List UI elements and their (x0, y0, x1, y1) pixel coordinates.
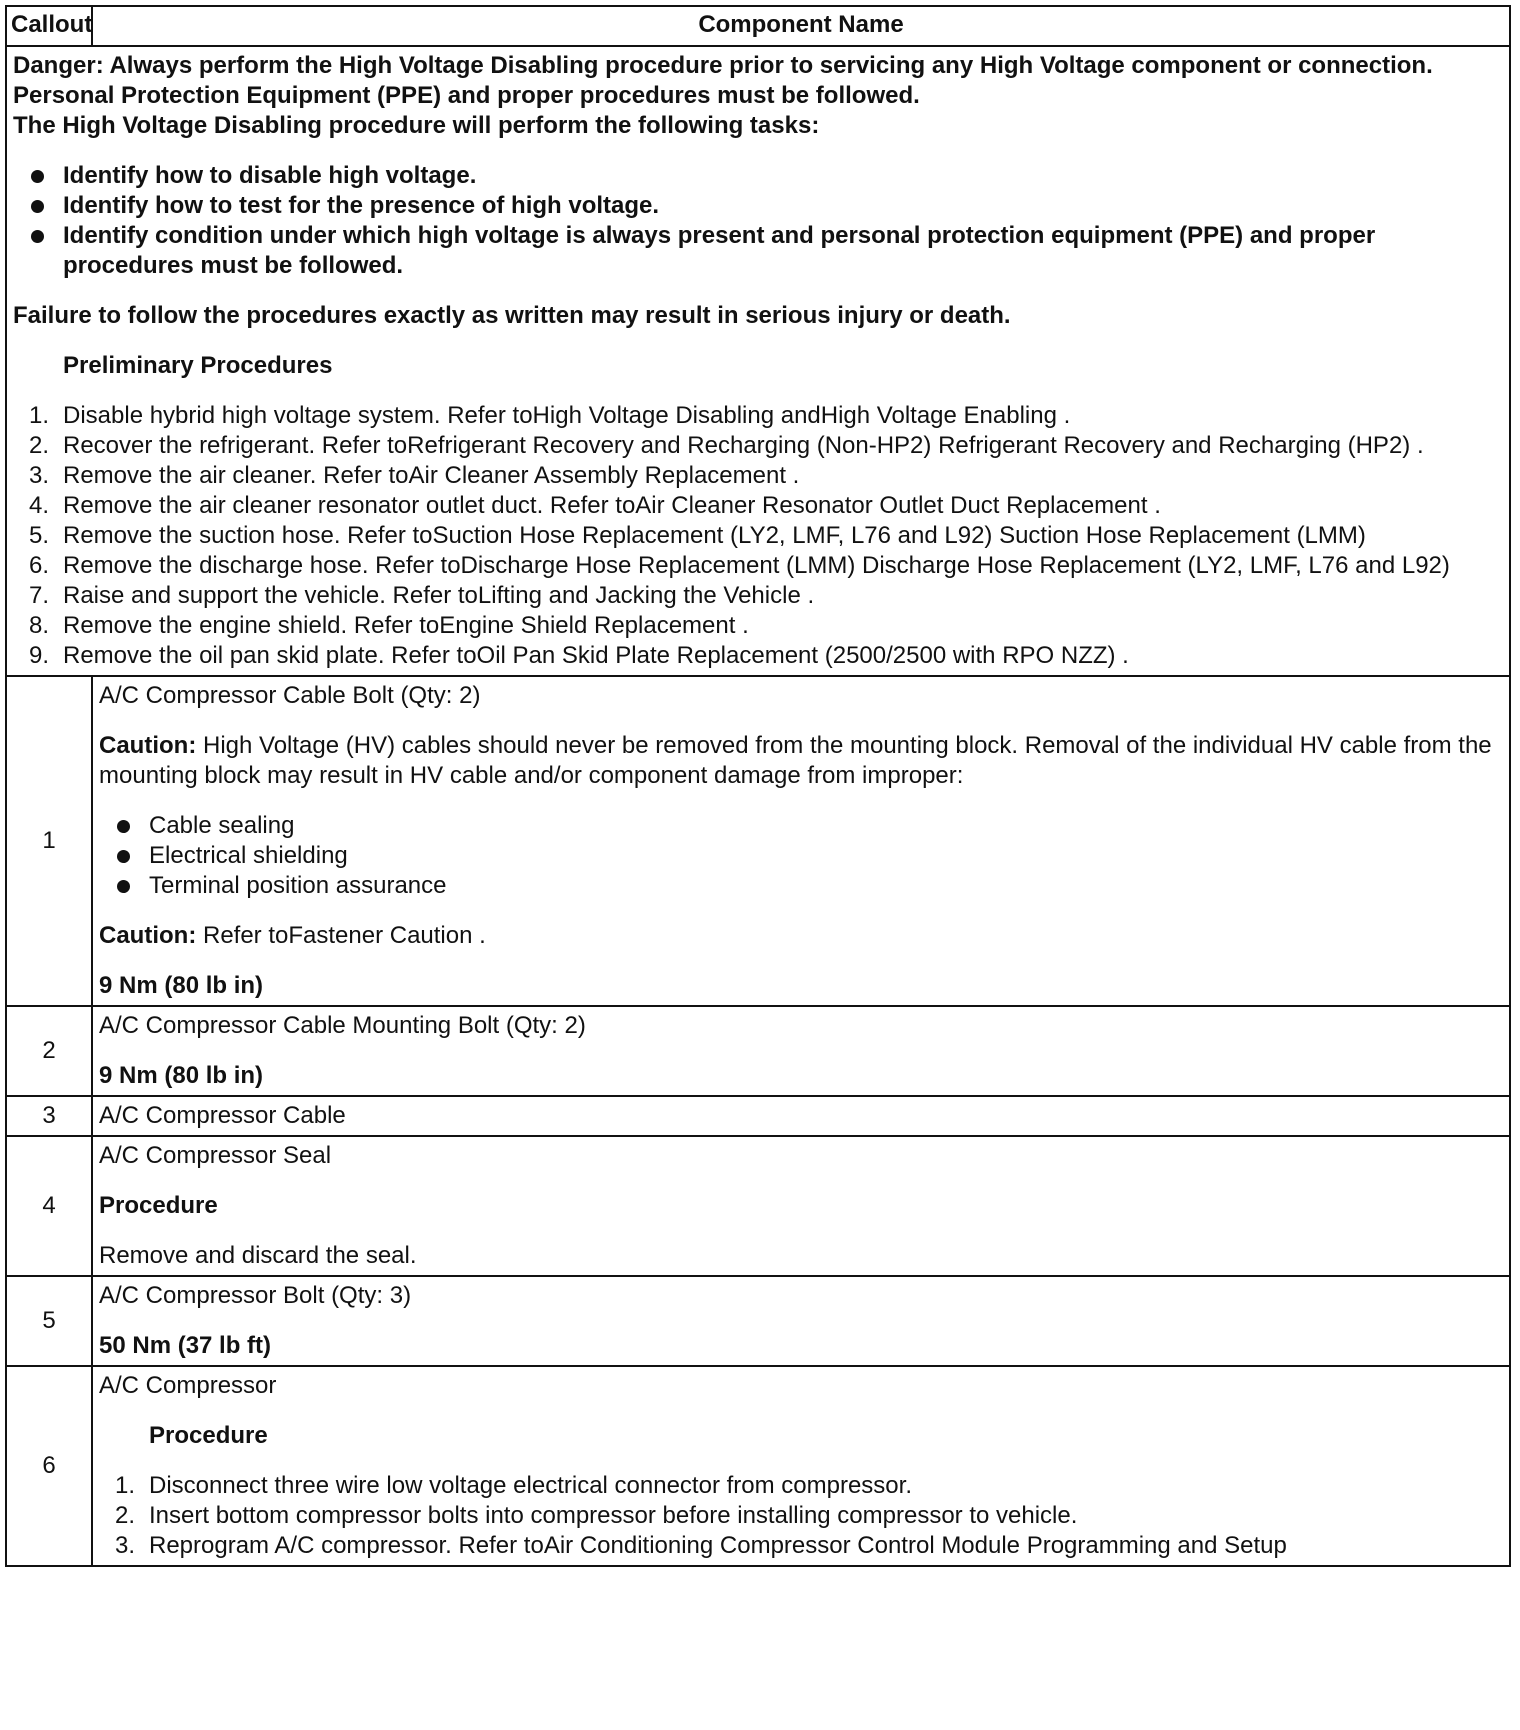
caution-text (99, 731, 1503, 791)
step-number: 1. (114, 1472, 135, 1499)
preliminary-step (13, 581, 1503, 611)
component-name: A/C Compressor Seal (99, 1142, 332, 1169)
step-text: Remove the engine shield. Refer toEngine Shield Replacement . (63, 612, 749, 639)
component-cell (92, 676, 1510, 1006)
procedure-heading: Procedure (99, 1192, 218, 1219)
component-name: A/C Compressor Bolt (Qty: 3) (99, 1282, 412, 1309)
step-number: 7. (28, 582, 49, 609)
caution-bullet: Terminal position assurance (99, 871, 1503, 901)
preliminary-step (13, 551, 1503, 581)
preliminary-step (13, 641, 1503, 671)
caution-bullet: Cable sealing (99, 811, 1503, 841)
danger-line-2: Personal Protection Equipment (PPE) and proper procedures must be followed. (13, 82, 920, 109)
procedure-step (99, 1501, 1503, 1531)
danger-bullet: Identify condition under which high voltage is always present and personal protection equipment (PPE) and proper procedures must be followed. (13, 221, 1503, 281)
component-name: A/C Compressor Cable (99, 1102, 346, 1129)
danger-line-3: The High Voltage Disabling procedure will perform the following tasks: (13, 112, 820, 139)
header-callout: Callout (6, 6, 92, 46)
step-number: 6. (28, 552, 49, 579)
step-number: 2. (28, 432, 49, 459)
step-text: Raise and support the vehicle. Refer toLifting and Jacking the Vehicle . (63, 582, 815, 609)
danger-bullet: Identify how to disable high voltage. (13, 161, 1503, 191)
step-number: 9. (28, 642, 49, 669)
callout-number: 5 (6, 1276, 92, 1366)
caution-label: Caution: (99, 732, 197, 759)
preliminary-step (13, 431, 1503, 461)
callout-number: 6 (6, 1366, 92, 1566)
component-name: A/C Compressor Cable Mounting Bolt (Qty: 2) (99, 1012, 586, 1039)
table-row (6, 1006, 1510, 1096)
step-text: Remove the discharge hose. Refer toDischarge Hose Replacement (LMM) Discharge Hose Replacement (LY2, LMF, L76 and L92) (63, 552, 1450, 579)
step-number: 3. (28, 462, 49, 489)
preliminary-step-list (13, 401, 1503, 671)
danger-bullet-list (13, 161, 1503, 281)
component-cell (92, 1366, 1510, 1566)
step-text: Insert bottom compressor bolts into compressor before installing compressor to vehicle. (149, 1502, 1078, 1529)
table-row (6, 1136, 1510, 1276)
procedure-step (99, 1471, 1503, 1501)
step-number: 3. (114, 1532, 135, 1559)
table-row (6, 1366, 1510, 1566)
caution-text (99, 921, 1503, 951)
torque-spec: 50 Nm (37 lb ft) (99, 1332, 272, 1359)
step-number: 5. (28, 522, 49, 549)
callout-number: 3 (6, 1096, 92, 1136)
callout-number: 4 (6, 1136, 92, 1276)
component-cell (92, 1006, 1510, 1096)
table-row (6, 1276, 1510, 1366)
component-cell (92, 1276, 1510, 1366)
torque-spec: 9 Nm (80 lb in) (99, 972, 264, 999)
component-name: A/C Compressor Cable Bolt (Qty: 2) (99, 682, 481, 709)
table-header-row (6, 6, 1510, 46)
step-text: Remove the suction hose. Refer toSuction Hose Replacement (LY2, LMF, L76 and L92) Suction Hose Replacement (LMM) (63, 522, 1366, 549)
component-cell (92, 1096, 1510, 1136)
step-number: 2. (114, 1502, 135, 1529)
step-text: Remove the air cleaner. Refer toAir Cleaner Assembly Replacement . (63, 462, 800, 489)
caution-body: High Voltage (HV) cables should never be removed from the mounting block. Removal of the individual HV cable from the mounting block may result in HV cable and/or component damage from improper: (99, 732, 1492, 789)
table-row (6, 676, 1510, 1006)
danger-bullet: Identify how to test for the presence of high voltage. (13, 191, 1503, 221)
component-table (5, 5, 1511, 1567)
procedure-step-list (99, 1471, 1503, 1561)
step-number: 1. (28, 402, 49, 429)
callout-number: 2 (6, 1006, 92, 1096)
procedure-text: Remove and discard the seal. (99, 1242, 417, 1269)
caution-body: Refer toFastener Caution . (196, 922, 486, 949)
header-component-name: Component Name (92, 6, 1510, 46)
torque-spec: 9 Nm (80 lb in) (99, 1062, 264, 1089)
caution-bullet: Electrical shielding (99, 841, 1503, 871)
danger-line-1: Danger: Always perform the High Voltage Disabling procedure prior to servicing any High Voltage component or connection. (13, 52, 1433, 79)
preliminary-cell (6, 46, 1510, 676)
step-text: Remove the air cleaner resonator outlet duct. Refer toAir Cleaner Resonator Outlet Duct Replacement . (63, 492, 1161, 519)
danger-failure-warning: Failure to follow the procedures exactly as written may result in serious injury or death. (13, 302, 1011, 329)
preliminary-step (13, 461, 1503, 491)
callout-number: 1 (6, 676, 92, 1006)
preliminary-step (13, 491, 1503, 521)
step-number: 8. (28, 612, 49, 639)
component-cell (92, 1136, 1510, 1276)
step-text: Recover the refrigerant. Refer toRefrigerant Recovery and Recharging (Non-HP2) Refrigerant Recovery and Recharging (HP2) . (63, 432, 1424, 459)
caution-label: Caution: (99, 922, 197, 949)
step-text: Disable hybrid high voltage system. Refer toHigh Voltage Disabling andHigh Voltage Enabling . (63, 402, 1071, 429)
step-number: 4. (28, 492, 49, 519)
preliminary-heading: Preliminary Procedures (63, 352, 333, 379)
caution-bullet-list (99, 811, 1503, 901)
preliminary-step (13, 521, 1503, 551)
component-name: A/C Compressor (99, 1372, 277, 1399)
preliminary-step (13, 611, 1503, 641)
procedure-step (99, 1531, 1503, 1561)
preliminary-step (13, 401, 1503, 431)
step-text: Remove the oil pan skid plate. Refer toOil Pan Skid Plate Replacement (2500/2500 with RPO NZZ) . (63, 642, 1129, 669)
procedure-heading: Procedure (149, 1422, 268, 1449)
step-text: Reprogram A/C compressor. Refer toAir Conditioning Compressor Control Module Programming and Setup (149, 1532, 1287, 1559)
table-row (6, 1096, 1510, 1136)
step-text: Disconnect three wire low voltage electrical connector from compressor. (149, 1472, 912, 1499)
preliminary-row (6, 46, 1510, 676)
